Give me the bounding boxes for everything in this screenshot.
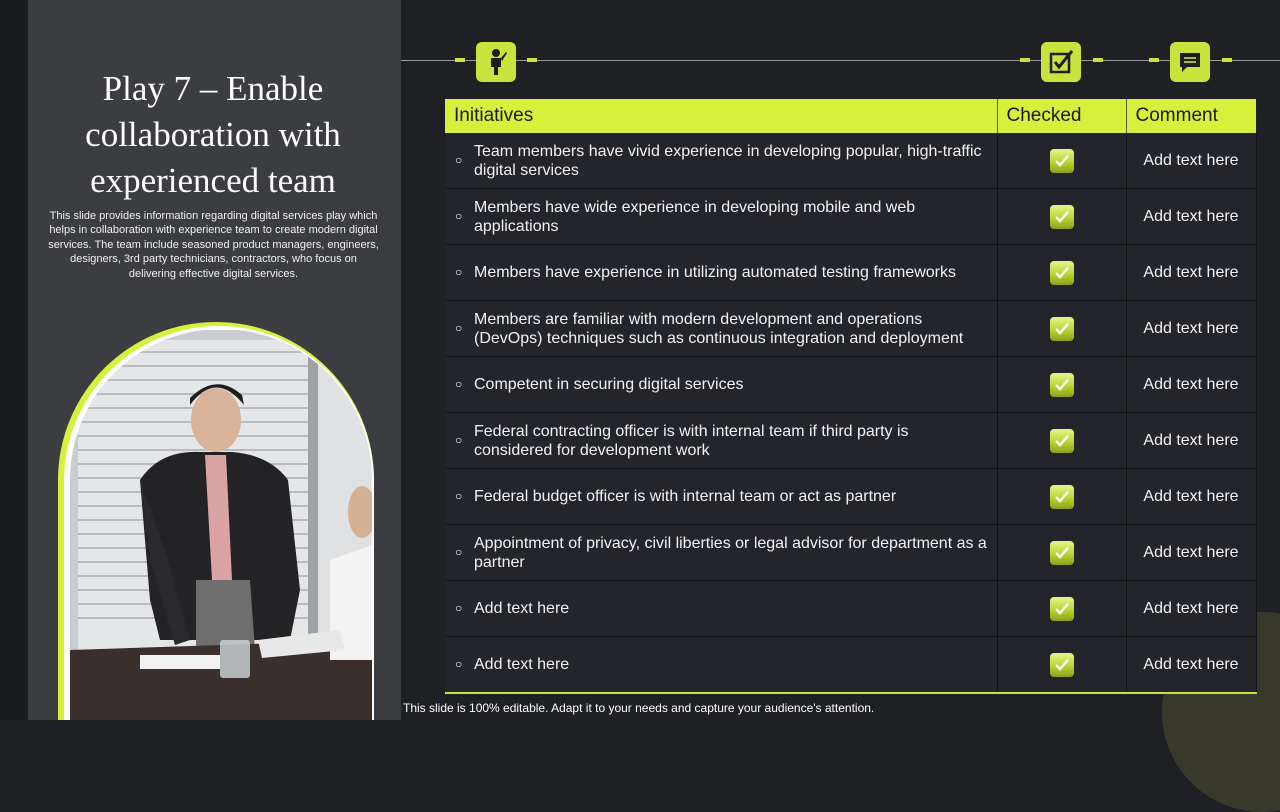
comment-cell: Add text here <box>1126 469 1256 525</box>
comment-cell: Add text here <box>1126 357 1256 413</box>
header-checked: Checked <box>997 99 1126 133</box>
comment-cell: Add text here <box>1126 525 1256 581</box>
initiative-cell <box>445 469 997 525</box>
header-comment: Comment <box>1126 99 1256 133</box>
comment-cell: Add text here <box>1126 581 1256 637</box>
checkmark-icon <box>1050 597 1074 621</box>
bullet-icon: ○ <box>455 657 463 671</box>
table-row <box>445 357 1256 413</box>
checkmark-icon <box>1050 317 1074 341</box>
bullet-icon: ○ <box>455 545 463 559</box>
checkmark-icon <box>1050 429 1074 453</box>
comment-cell: Add text here <box>1126 245 1256 301</box>
table-row <box>445 637 1256 694</box>
timeline-connector <box>1020 58 1030 62</box>
initiative-text: Members have wide experience in developing mobile and web applications <box>474 198 916 235</box>
checkmark-icon <box>1050 653 1074 677</box>
table-row <box>445 301 1256 357</box>
bullet-icon: ○ <box>455 377 463 391</box>
table-row <box>445 133 1256 189</box>
checkmark-icon <box>1050 205 1074 229</box>
table-header-row <box>445 99 1256 133</box>
initiative-text: Federal contracting officer is with internal team if third party is considered for development work <box>474 422 909 459</box>
initiative-cell <box>445 301 997 357</box>
comment-cell: Add text here <box>1126 189 1256 245</box>
bullet-icon: ○ <box>455 265 463 279</box>
checked-cell <box>997 189 1126 245</box>
initiative-text: Members have experience in utilizing automated testing frameworks <box>474 264 957 281</box>
comment-icon <box>1170 42 1210 82</box>
comment-cell: Add text here <box>1126 413 1256 469</box>
timeline-connector <box>1222 58 1232 62</box>
initiatives-table <box>445 99 1257 694</box>
checked-cell <box>997 525 1126 581</box>
checkmark-icon <box>1050 485 1074 509</box>
initiative-cell <box>445 245 997 301</box>
timeline-connector <box>527 58 537 62</box>
initiative-text: Competent in securing digital services <box>474 376 744 393</box>
checkbox-icon <box>1041 42 1081 82</box>
initiative-text: Add text here <box>474 656 570 673</box>
footer-note: This slide is 100% editable. Adapt it to your needs and capture your audience's attention. <box>403 701 875 715</box>
checked-cell <box>997 245 1126 301</box>
table-row <box>445 245 1256 301</box>
initiative-cell <box>445 413 997 469</box>
checked-cell <box>997 357 1126 413</box>
comment-cell: Add text here <box>1126 637 1256 694</box>
initiative-text: Federal budget officer is with internal team or act as partner <box>474 488 897 505</box>
checkmark-icon <box>1050 261 1074 285</box>
bullet-icon: ○ <box>455 433 463 447</box>
initiative-cell <box>445 357 997 413</box>
team-meeting-photo <box>0 0 401 720</box>
table-row <box>445 413 1256 469</box>
bullet-icon: ○ <box>455 321 463 335</box>
bullet-icon: ○ <box>455 601 463 615</box>
initiative-cell <box>445 637 997 694</box>
initiative-text: Add text here <box>474 600 570 617</box>
initiative-text: Appointment of privacy, civil liberties or legal advisor for department as a partner <box>474 534 987 571</box>
bullet-icon: ○ <box>455 209 463 223</box>
table-row <box>445 469 1256 525</box>
bullet-icon: ○ <box>455 489 463 503</box>
checked-cell <box>997 637 1126 694</box>
checked-cell <box>997 301 1126 357</box>
checked-cell <box>997 413 1126 469</box>
comment-cell: Add text here <box>1126 133 1256 189</box>
table-row <box>445 525 1256 581</box>
table-row <box>445 581 1256 637</box>
initiative-cell <box>445 189 997 245</box>
initiative-cell <box>445 133 997 189</box>
slide-title: Play 7 – Enable collaboration with experienced team <box>85 69 341 200</box>
person-icon <box>476 42 516 82</box>
table-row <box>445 189 1256 245</box>
checked-cell <box>997 469 1126 525</box>
header-initiatives: Initiatives <box>445 99 997 133</box>
slide-description: This slide provides information regarding digital services play which helps in collaboration with experience team to create modern digital services. The team include seasoned product managers, engineers, designers, 3rd party technicians, contractors, who focus on delivering effective digital services. <box>48 210 379 280</box>
timeline-connector <box>455 58 465 62</box>
timeline-connector <box>1149 58 1159 62</box>
checked-cell <box>997 133 1126 189</box>
initiative-text: Team members have vivid experience in developing popular, high-traffic digital services <box>474 142 982 179</box>
checkmark-icon <box>1050 149 1074 173</box>
initiative-text: Members are familiar with modern development and operations (DevOps) techniques such as continuous integration and deployment <box>474 310 964 347</box>
initiative-cell <box>445 525 997 581</box>
checkmark-icon <box>1050 541 1074 565</box>
bullet-icon: ○ <box>455 153 463 167</box>
timeline-connector <box>1093 58 1103 62</box>
comment-cell: Add text here <box>1126 301 1256 357</box>
initiative-cell <box>445 581 997 637</box>
checkmark-icon <box>1050 373 1074 397</box>
checked-cell <box>997 581 1126 637</box>
